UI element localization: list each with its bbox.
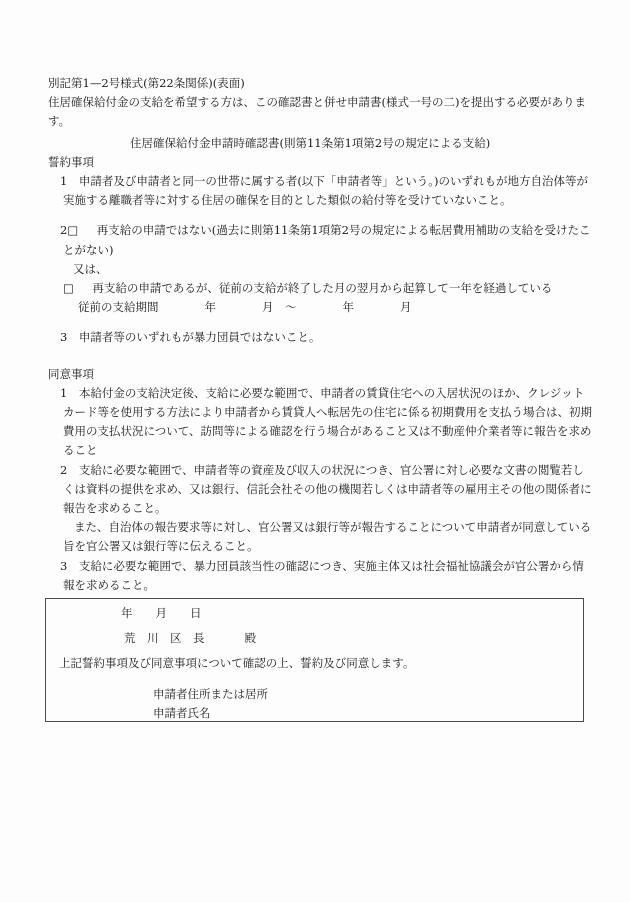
applicant-name-label: 申請者氏名 [153,705,211,720]
consent-section [48,365,593,595]
honorific-dono: 殿 [244,631,256,646]
pledge-item-2-number: 2 [60,223,68,238]
checkbox-reapplication-after-one-year[interactable]: □ [63,281,74,296]
intro-note: 住居確保給付金の支給を希望する方は、この確認書と併せ申請書(様式一号の二)を提出する必要があります。 [48,95,586,129]
document-title: 住居確保給付金申請時確認書(則第11条第1項第2号の規定による支給) [130,135,491,150]
consent-item-2-number: 2 [60,462,68,477]
consent-item-1-number: 1 [60,385,68,400]
consent-item-2 [48,461,593,519]
consent-item-1-text: 本給付金の支給決定後、支給に必要な範囲で、申請者の賃貸住宅への入居状況のほか、クレジットカード等を使用する方法により申請者から賃貸人へ転居先の住宅に係る初期費用を支払う場合は、初期費用の支払状況について、訪問等による確認を行う場合があること又は不動産仲介業者等に報告を求めること [63,385,592,458]
checkbox-not-reapplication[interactable]: □ [67,223,79,238]
consent-item-2-continued: また、自治体の報告要求等に対し、官公署又は銀行等が報告することについて申請者が同意している旨を官公署又は銀行等に伝えること。 [63,520,592,554]
pledge-item-1 [48,172,593,210]
or-label: 又は、 [73,261,108,276]
consent-item-2-text: 支給に必要な範囲で、申請者等の資産及び収入の状況につき、官公署に対し必要な文書の閲覧若しくは資料の提供を求め、又は銀行、信託会社その他の機関若しくは申請者等の雇用主その他の関係者に報告を求めること。 [63,462,592,516]
pledge-item-1-number: 1 [60,174,68,189]
consent-heading: 同意事項 [48,366,94,381]
consent-item-3-text: 支給に必要な範囲で、暴力団員該当性の確認につき、実施主体又は社会福祉協議会が官公署から情報を求めること。 [63,558,584,592]
signature-box [45,598,584,722]
pledge-item-2-option-1-text: 再支給の申請ではない(過去に則第11条第1項第2号の規定による転居費用補助の支給を受けたことがない) [63,223,591,257]
pledge-item-1-text: 申請者及び申請者と同一の世帯に属する者(以下「申請者等」という。)のいずれもが地方自治体等が実施する離職者等に対する住居の確保を目的とした類似の給付等を受けていないこと。 [63,174,589,208]
addressee-line [124,629,571,648]
pledge-section [48,153,593,348]
applicant-address-label: 申請者住所または居所 [153,686,268,701]
consent-item-3-number: 3 [60,558,68,573]
consent-item-3 [48,557,593,595]
confirmation-statement: 上記誓約事項及び同意事項について確認の上、誓約及び同意します。 [59,656,415,671]
previous-payment-period-line: 従前の支給期間 年 月 ～ 年 月 [78,300,412,315]
pledge-item-2 [48,221,593,259]
pledge-item-3-number: 3 [60,330,68,345]
pledge-item-3-text: 申請者等のいずれもが暴力団員ではないこと。 [67,330,321,345]
pledge-item-3 [48,328,593,347]
pledge-item-2-option-2-text: 再支給の申請であるが、従前の支給が終了した月の翌月から起算して一年を経過している [80,281,553,296]
pledge-item-2-option-2 [48,279,593,298]
consent-item-1 [48,384,593,461]
date-line: 年 月 日 [121,606,202,621]
pledge-heading: 誓約事項 [48,154,94,169]
addressee-arakawa-mayor: 荒 川 区 長 [124,631,205,646]
form-code: 別記第1—2号様式(第22条関係)(表面) [48,76,245,90]
